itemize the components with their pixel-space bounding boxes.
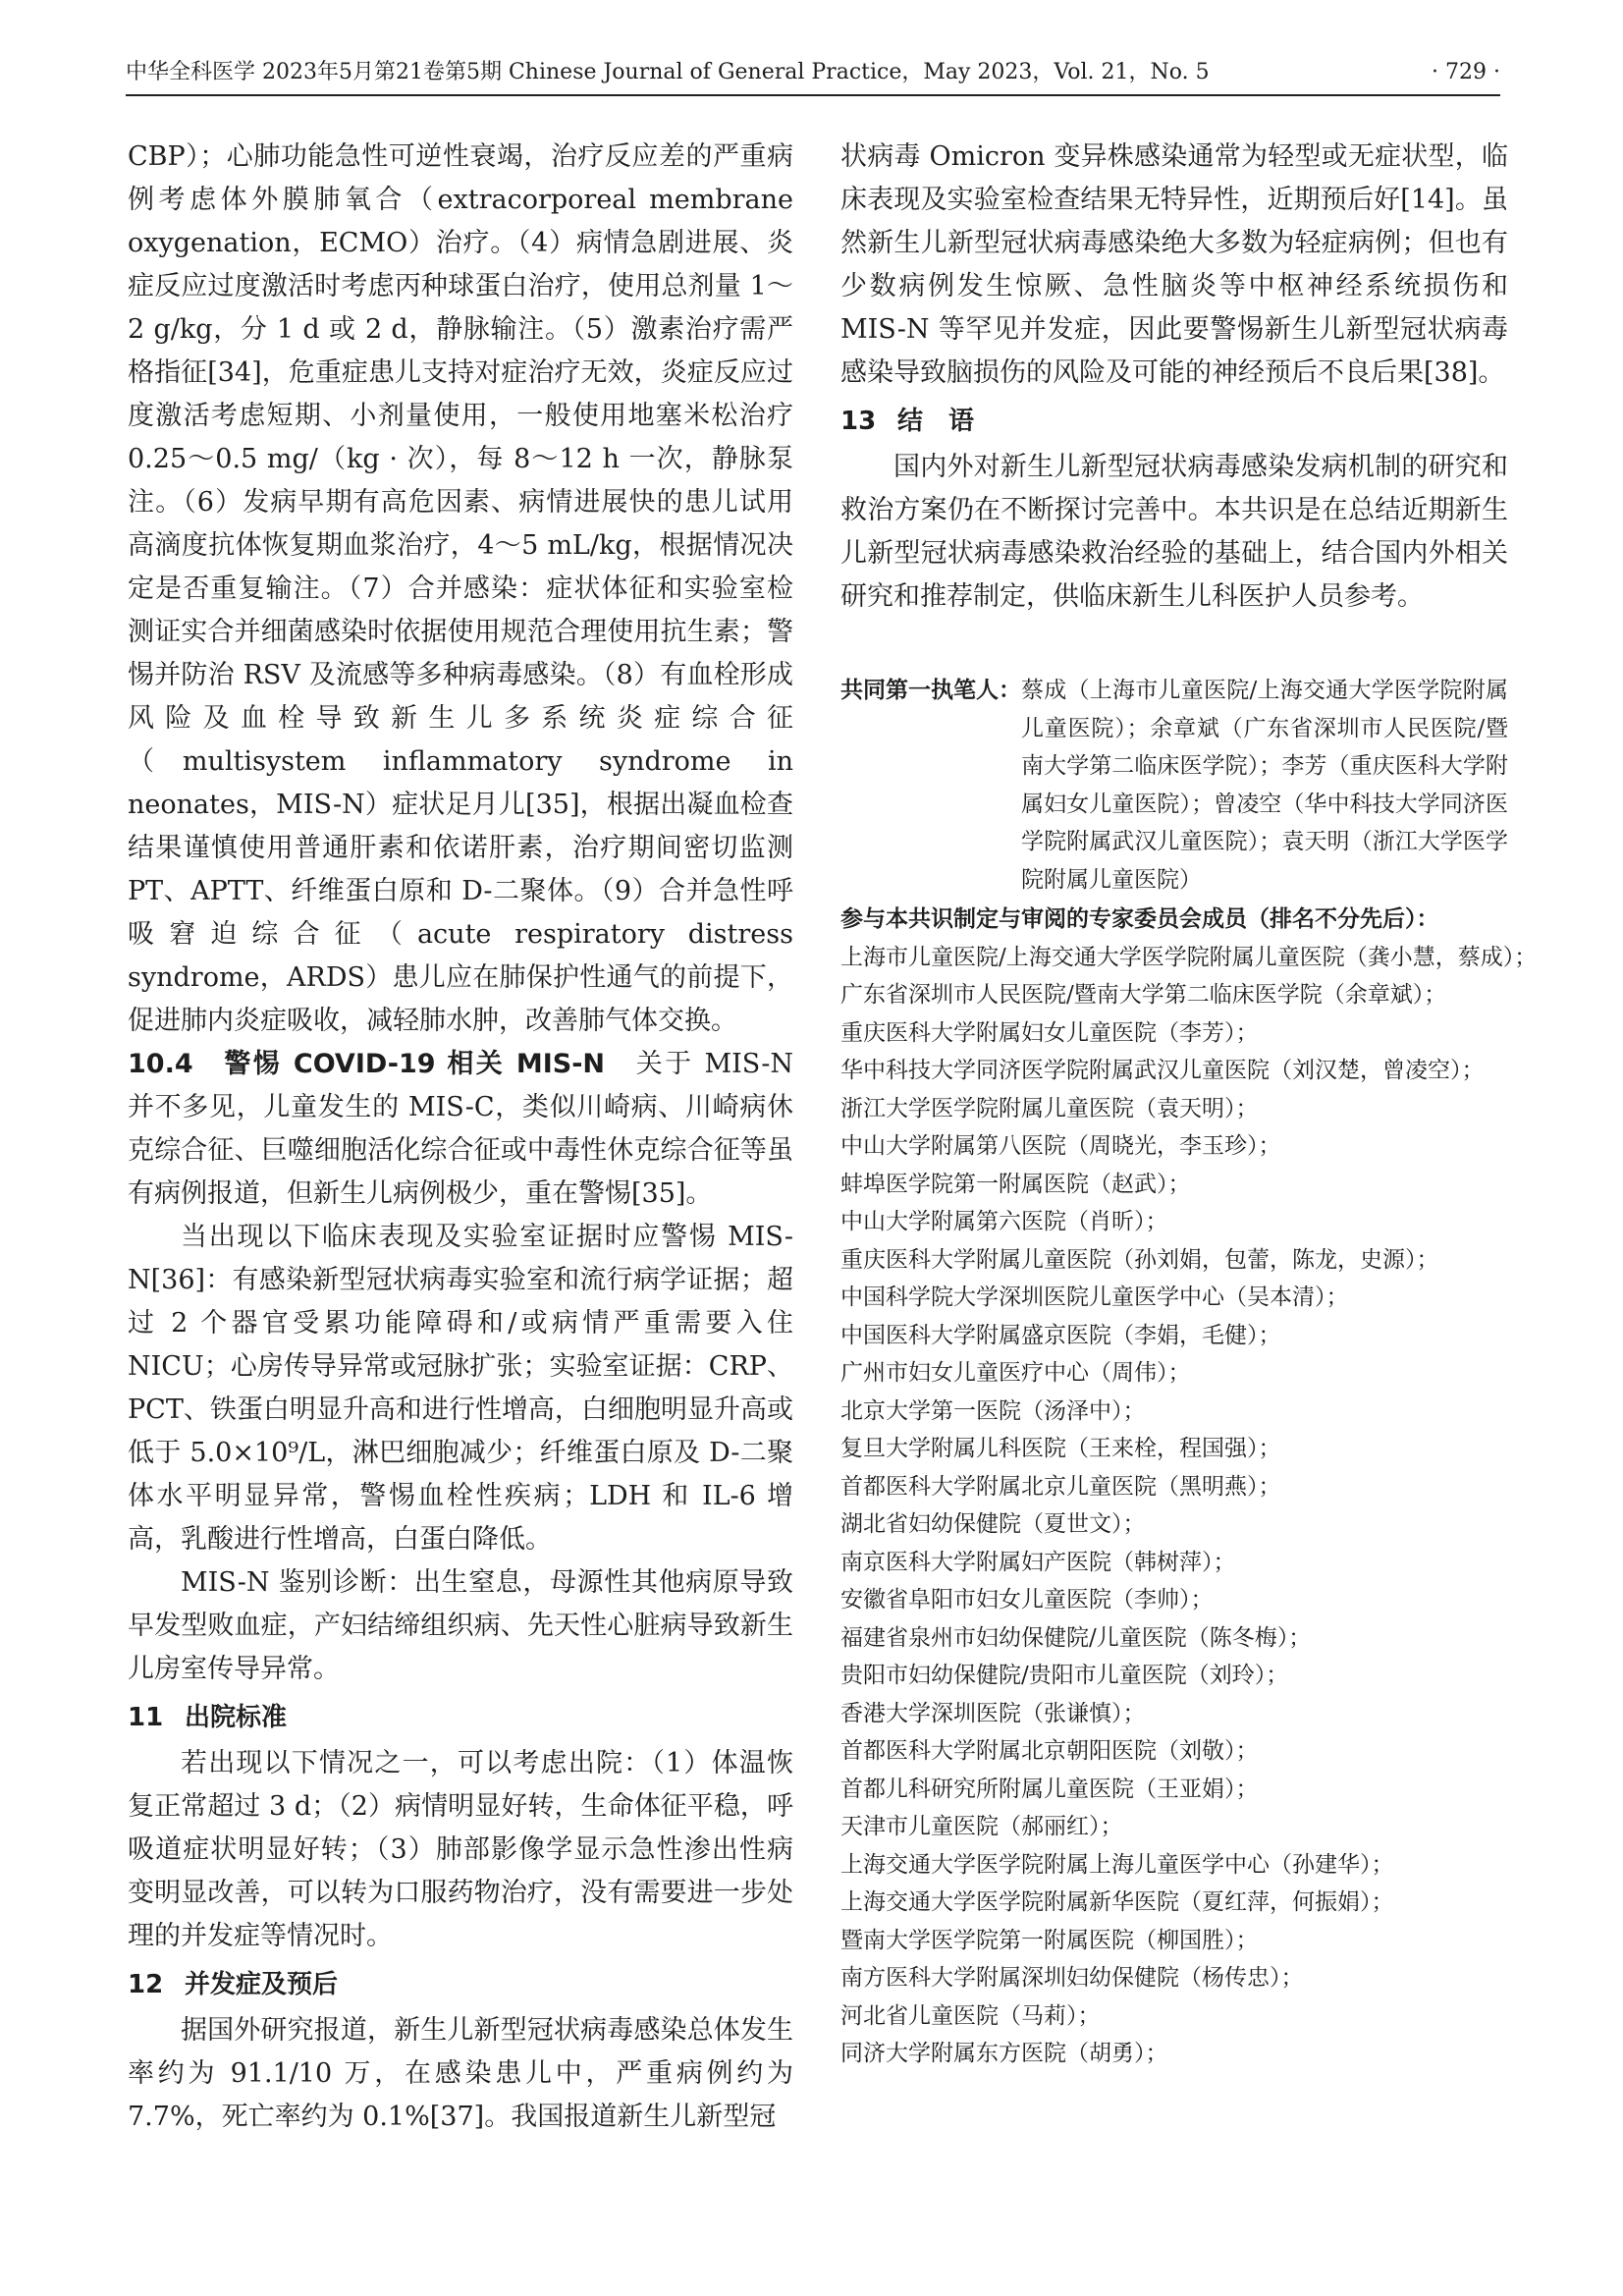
committee-member: 中国科学院大学深圳医院儿童医学中心（吴本清）； [840, 1285, 1349, 1310]
mis-n-differential-paragraph: MIS-N 鉴别诊断：出生窒息，母源性其他病原导致早发型败血症，产妇结缔组织病、先天性心脏病导致新生儿房室传导异常。 [128, 1567, 793, 1684]
committee-member: 上海交通大学医学院附属上海儿童医学中心（孙建华）； [840, 1851, 1394, 1878]
section-11-heading [128, 1703, 793, 1732]
left-column [128, 136, 793, 2139]
committee-member: 蚌埠医学院第一附属医院（赵武）； [840, 1171, 1191, 1197]
committee-member: 福建省泉州市妇幼保健院/儿童医院（陈冬梅）； [840, 1624, 1312, 1651]
section-10-4 [128, 1043, 793, 1216]
journal-citation: 中华全科医学 2023年5月第21卷第5期 Chinese Journal of General Practice，May 2023，Vol. 21，No. 5 [126, 60, 1210, 84]
mis-n-alert-paragraph: 当出现以下临床表现及实验室证据时应警惕 MIS-N[36]：有感染新型冠状病毒实验室和流行病学证据；超过 2 个器官受累功能障碍和/或病情严重需要入住 NICU；心房传导异常或冠脉扩张；实验室证据：CRP、PCT、铁蛋白明显升高和进行性增高，白细胞明显升高或低于 5.0×10⁹/L，淋巴细胞减少；纤维蛋白原及 D-二聚体水平明显异常，警惕血栓性疾病；LDH 和 IL-6 增高，乳酸进行性增高，白蛋白降低。 [128, 1222, 793, 1555]
section-12-heading [128, 1970, 793, 1999]
section-13-heading [840, 407, 1508, 436]
first-authors-text: 蔡成（上海市儿童医院/上海交通大学医学院附属儿童医院）；余章斌（广东省深圳市人民医院/暨南大学第二临床医学院）；李芳（重庆医科大学附属妇女儿童医院）；曾凌空（华中科技大学同济医学院附属武汉儿童医院）；袁天明（浙江大学医学院附属儿童医院） [1021, 678, 1508, 893]
running-header [126, 55, 1500, 90]
committee-member: 首都儿科研究所附属儿童医院（王亚娟）； [840, 1776, 1259, 1802]
committee-member: 重庆医科大学附属儿童医院（孙刘娟，包蕾，陈龙，史源）； [840, 1246, 1439, 1273]
committee-member: 中山大学附属第六医院（肖昕）； [840, 1209, 1168, 1234]
committee-member: 首都医科大学附属北京儿童医院（黑明燕）； [840, 1473, 1281, 1500]
treatment-paragraph: CBP）；心肺功能急性可逆性衰竭，治疗反应差的严重病例考虑体外膜肺氧合（extracorporeal membrane oxygenation，ECMO）治疗。（4）病情急剧进展、炎症反应过度激活时考虑丙种球蛋白治疗，使用总剂量 1～2 g/kg，分 1 d 或 2 d，静脉输注。（5）激素治疗需严格指征[34]，危重症患儿支持对症治疗无效，炎症反应过度激活考虑短期、小剂量使用，一般使用地塞米松治疗 0.25～0.5 mg/（kg · 次），每 8～12 h 一次，静脉泵注。（6）发病早期有高危因素、病情进展快的患儿试用高滴度抗体恢复期血浆治疗，4～5 mL/kg，根据情况决定是否重复输注。（7）合并感染：症状体征和实验室检测证实合并细菌感染时依据使用规范合理使用抗生素；警惕并防治 RSV 及流感等多种病毒感染。（8）有血栓形成风险及血栓导致新生儿多系统炎症综合征（multisystem inflammatory syndrome in neonates，MIS-N）症状足月儿[35]，根据出凝血检查结果谨慎使用普通肝素和依诺肝素，治疗期间密切监测 PT、APTT、纤维蛋白原和 D-二聚体。（9）合并急性呼吸窘迫综合征（acute respiratory distress syndrome，ARDS）患儿应在肺保护性通气的前提下，促进肺内炎症吸收，减轻肺水肿，改善肺气体交换。 [128, 141, 793, 1036]
section-10-4-heading: 10.4 警惕 COVID-19 相关 MIS-N [128, 1049, 606, 1079]
committee-member: 同济大学附属东方医院（胡勇）； [840, 2041, 1168, 2066]
section-11-number: 11 [128, 1703, 164, 1732]
committee-member: 香港大学深圳医院（张谦慎）； [840, 1700, 1146, 1726]
first-authors-label: 共同第一执笔人： [840, 678, 1021, 703]
section-11-paragraph: 若出现以下情况之一，可以考虑出院：（1）体温恢复正常超过 3 d；（2）病情明显好转，生命体征平稳，呼吸道症状明显好转；（3）肺部影像学显示急性渗出性病变明显改善，可以转为口服药物治疗，没有需要进一步处理的并发症等情况时。 [128, 1748, 793, 1951]
committee-member: 广东省深圳市人民医院/暨南大学第二临床医学院（余章斌）； [840, 982, 1447, 1008]
committee-member: 北京大学第一医院（汤泽中）； [840, 1397, 1146, 1424]
committee-member: 首都医科大学附属北京朝阳医院（刘敬）； [840, 1738, 1259, 1764]
section-12-number: 12 [128, 1970, 164, 1999]
committee-member: 广州市妇女儿童医疗中心（周伟）； [840, 1360, 1191, 1386]
committee-member: 浙江大学医学院附属儿童医院（袁天明）； [840, 1095, 1259, 1121]
committee-member: 天津市儿童医院（郝丽红）； [840, 1814, 1123, 1839]
header-rule [126, 94, 1500, 96]
committee-member: 复旦大学附属儿科医院（王来栓，程国强）； [840, 1436, 1281, 1461]
section-13-paragraph: 国内外对新生儿新型冠状病毒感染发病机制的研究和救治方案仍在不断探讨完善中。本共识是在总结近期新生儿新型冠状病毒感染救治经验的基础上，结合国内外相关研究和推荐制定，供临床新生儿科医护人员参考。 [840, 452, 1508, 612]
section-13-title: 结 语 [897, 407, 975, 436]
credits-block [840, 672, 1538, 2073]
committee-member: 贵阳市妇幼保健院/贵阳市儿童医院（刘玲）； [840, 1663, 1289, 1688]
committee-member: 华中科技大学同济医学院附属武汉儿童医院（刘汉楚，曾凌空）； [840, 1058, 1485, 1083]
committee-member: 中山大学附属第八医院（周晓光，李玉珍）； [840, 1133, 1281, 1159]
first-authors [840, 672, 1508, 899]
committee-member: 河北省儿童医院（马莉）； [840, 2002, 1101, 2029]
committee-member: 中国医科大学附属盛京医院（李娟，毛健）； [840, 1322, 1281, 1348]
committee-member: 南京医科大学附属妇产医院（韩树萍）； [840, 1549, 1236, 1575]
section-11-title: 出院标准 [185, 1703, 288, 1732]
page-number: · 729 · [1432, 60, 1500, 84]
committee-member: 上海市儿童医院/上海交通大学医学院附属儿童医院（龚小慧，蔡成）； [840, 944, 1538, 970]
committee-title: 参与本共识制定与审阅的专家委员会成员（排名不分先后）： [840, 906, 1439, 932]
committee-member: 重庆医科大学附属妇女儿童医院（李芳）； [840, 1019, 1259, 1046]
right-column [840, 136, 1538, 2073]
committee-member: 安徽省阜阳市妇女儿童医院（李帅）； [840, 1587, 1214, 1613]
section-10-4-text: 关于 MIS-N 并不多见，儿童发生的 MIS-C，类似川崎病、川崎病休克综合征、巨噬细胞活化综合征或中毒性休克综合征等虽有病例报道，但新生儿病例极少，重在警惕[35]。 [128, 1049, 794, 1209]
committee-member: 暨南大学医学院第一附属医院（柳国胜）； [840, 1927, 1259, 1953]
committee-member: 湖北省妇幼保健院（夏世文）； [840, 1511, 1146, 1537]
prognosis-paragraph: 状病毒 Omicron 变异株感染通常为轻型或无症状型，临床表现及实验室检查结果无特异性，近期预后好[14]。虽然新生儿新型冠状病毒感染绝大多数为轻症病例；但也有少数病例发生惊厥、急性脑炎等中枢神经系统损伤和 MIS-N 等罕见并发症，因此要警惕新生儿新型冠状病毒感染导致脑损伤的风险及可能的神经预后不良后果[38]。 [840, 141, 1508, 388]
section-12-title: 并发症及预后 [185, 1970, 339, 1999]
committee-member: 南方医科大学附属深圳妇幼保健院（杨传忠）； [840, 1965, 1304, 1991]
committee-member: 上海交通大学医学院附属新华医院（夏红萍，何振娟）； [840, 1889, 1394, 1915]
committee-member-list [840, 939, 1538, 2073]
section-12-paragraph: 据国外研究报道，新生儿新型冠状病毒感染总体发生率约为 91.1/10 万，在感染患儿中，严重病例约为 7.7%，死亡率约为 0.1%[37]。我国报道新生儿新型冠 [128, 2015, 793, 2132]
section-13-number: 13 [840, 407, 877, 436]
